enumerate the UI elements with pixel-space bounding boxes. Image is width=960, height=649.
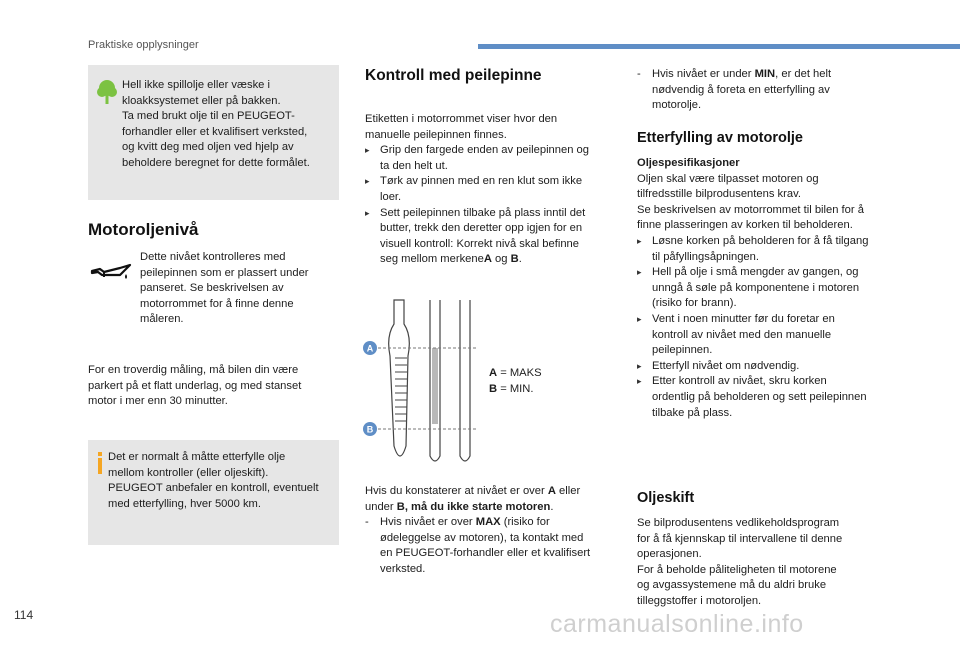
- refill-step-4: ▸ Etterfyll nivået om nødvendig.: [637, 359, 895, 375]
- dipstick-step-2: ▸ Tørk av pinnen med en ren klut som ikke loer.: [365, 174, 610, 205]
- dipstick-steps: [365, 143, 610, 268]
- spec-title: Oljespesifikasjoner: [637, 157, 740, 169]
- dipstick-step-1: ▸ Grip den fargede enden av peilepinnen og ta den helt ut.: [365, 143, 610, 174]
- header-accent-bar: [478, 44, 960, 49]
- oil-change-text: Se bilprodusentens vedlikeholdsprogram for å få kjennskap til intervallene til denne operasjonen. For å beholde påliteligheten til motorene og avgassystemene må du aldri bruke tilleggstoffer i motoroljen.: [637, 517, 843, 607]
- level-warning-text: Hvis du konstaterer at nivået er over A eller under B, må du ikke starte motoren.: [365, 485, 581, 513]
- over-max-list: [365, 515, 615, 577]
- oil-can-icon: [90, 262, 132, 284]
- marker-b: B: [366, 424, 374, 435]
- under-min-item: - Hvis nivået er under MIN, er det helt nødvendig å foreta en etterfylling av motorolje.: [637, 67, 892, 114]
- refill-step-5: ▸ Etter kontroll av nivået, skru korken ordentlig på beholderen og sett peilepinnen tilbake på plass.: [637, 374, 895, 421]
- page-number: 114: [14, 608, 34, 622]
- refill-heading: Etterfylling av motorolje: [637, 130, 803, 146]
- marker-a: A: [366, 343, 374, 354]
- dipstick-step-3: [365, 206, 610, 268]
- over-max-item: - Hvis nivået er over MAX (risiko for ødeleggelse av motoren), ta kontakt med en PEUGEOT-forhandler eller et kvalifisert verksted.: [365, 515, 615, 577]
- environment-notice-text: Hell ikke spillolje eller væske i kloakksystemet eller på bakken. Ta med brukt olje til en PEUGEOT- forhandler eller et kvalifisert verksted, og kvitt deg med oljen ved hjelp av beholdere beregnet for dette formålet.: [122, 79, 310, 169]
- refill-step-2: ▸ Hell på olje i små mengder av gangen, og unngå å søle på komponentene i motoren (risiko for brann).: [637, 265, 895, 312]
- dipstick-step-3-text: Sett peilepinnen tilbake på plass inntil det butter, trekk den deretter opp igjen for en visuell kontroll: Korrekt nivå skal befinne seg mellom merkeneA og B.: [380, 206, 586, 266]
- level-warning-block: [365, 484, 615, 578]
- info-notice-text: Det er normalt å måtte etterfylle olje mellom kontroller (eller oljeskift). PEUGEOT anbefaler en kontroll, eventuelt med etterfylling, hver 5000 km.: [108, 451, 319, 510]
- oil-change-heading: Oljeskift: [637, 490, 695, 506]
- oil-icon-note: Dette nivået kontrolleres med peilepinnen som er plassert under panseret. Se beskrivelsen av motorrommet for å finne denne måleren.: [140, 251, 309, 326]
- refill-section: [637, 156, 895, 421]
- dipstick-intro: Etiketten i motorrommet viser hvor den manuelle peilepinnen finnes.: [365, 113, 558, 141]
- tree-icon: [96, 79, 118, 105]
- legend-b: B = MIN.: [489, 382, 534, 395]
- spec-text: Oljen skal være tilpasset motoren og tilfredsstille bilprodusentens krav. Se beskrivelsen av motorrommet til bilen for å finne plasseringen av korken til beholderen.: [637, 172, 864, 232]
- section-title: Praktiske opplysninger: [88, 39, 199, 51]
- refill-steps: [637, 234, 895, 421]
- refill-step-1: ▸ Løsne korken på beholderen for å få tilgang til påfyllingsåpningen.: [637, 234, 895, 265]
- oil-level-heading: Motoroljenivå: [88, 220, 199, 239]
- dipstick-instructions: [365, 112, 610, 268]
- dipstick-legend: [489, 366, 599, 397]
- dipstick-diagram: [360, 296, 480, 468]
- info-icon: [95, 452, 105, 474]
- dipstick-heading: Kontroll med peilepinne: [365, 67, 542, 84]
- watermark: carmanualsonline.info: [550, 610, 804, 638]
- measure-condition-text: For en troverdig måling, må bilen din være parkert på et flatt underlag, og med stanset motor i mer enn 30 minutter.: [88, 364, 302, 408]
- legend-a: A = MAKS: [489, 367, 542, 379]
- under-min-list: [637, 67, 892, 114]
- refill-step-3: ▸ Vent i noen minutter før du foretar en kontroll av nivået med den manuelle peilepinnen.: [637, 312, 895, 359]
